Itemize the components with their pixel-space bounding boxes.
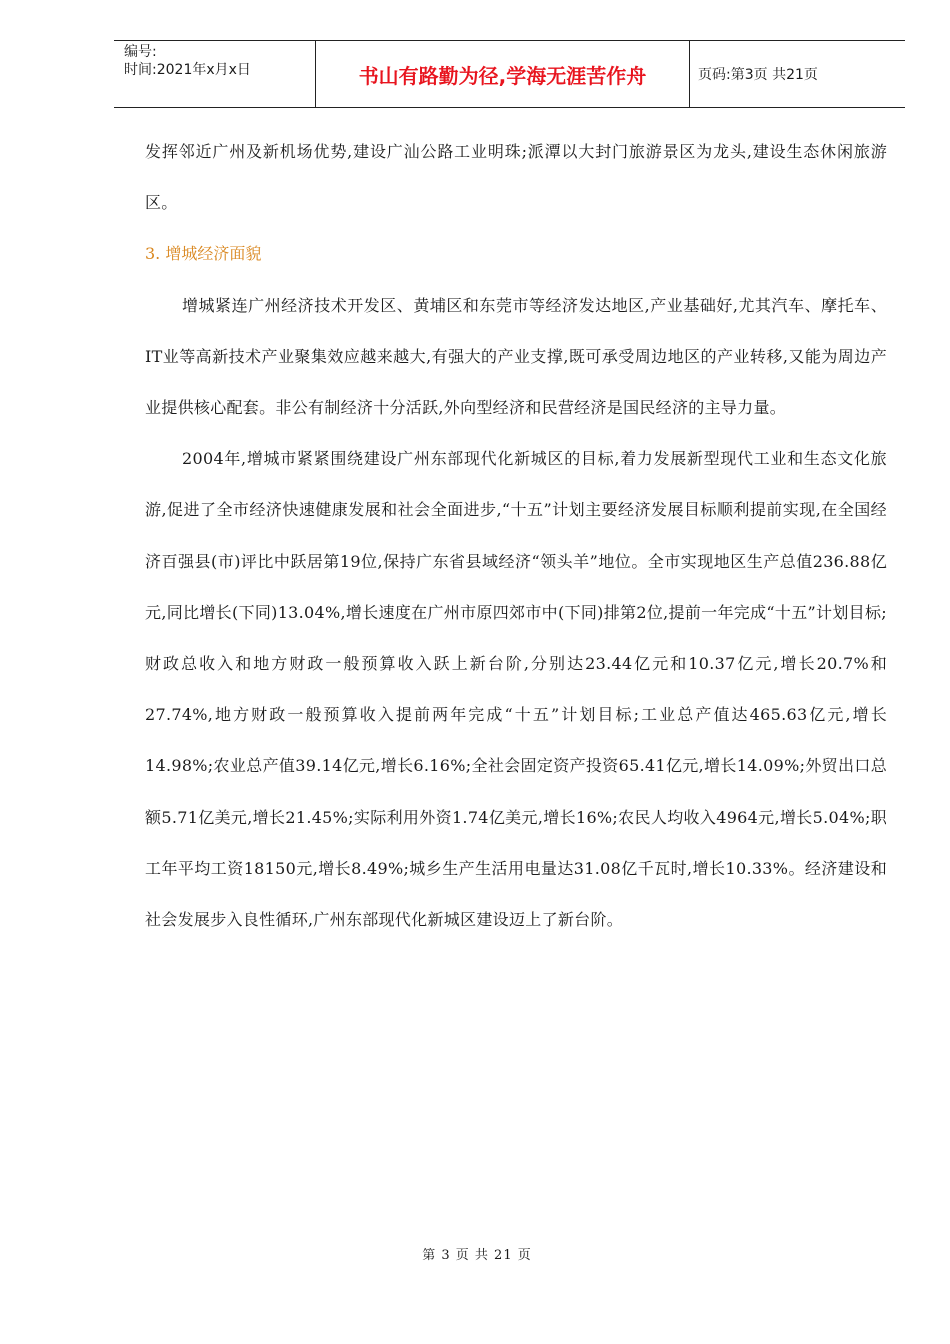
document-time-label: 时间:2021年x月x日 [124, 62, 251, 78]
body-paragraph: 发挥邻近广州及新机场优势,建设广汕公路工业明珠;派潭以大封门旅游景区为龙头,建设生态休闲旅游区。 [145, 142, 887, 213]
header-motto-cell [316, 41, 690, 107]
header-page-cell [690, 41, 905, 107]
header-page-code: 页码:第3页 共21页 [698, 67, 818, 83]
document-body [145, 126, 887, 945]
page-footer: 第 3 页 共 21 页 [422, 1248, 532, 1263]
document-number-label: 编号: [124, 44, 157, 60]
body-paragraph: 2004年,增城市紧紧围绕建设广州东部现代化新城区的目标,着力发展新型现代工业和生态文化旅游,促进了全市经济快速健康发展和社会全面进步,“十五”计划主要经济发展目标顺利提前实现,在全国经济百强县(市)评比中跃居第19位,保持广东省县域经济“领头羊”地位。全市实现地区生产总值236.88亿元,同比增长(下同)13.04%,增长速度在广州市原四郊市中(下同)排第2位,提前一年完成“十五”计划目标;财政总收入和地方财政一般预算收入跃上新台阶,分别达23.44亿元和10.37亿元,增长20.7%和27.74%,地方财政一般预算收入提前两年完成“十五”计划目标;工业总产值达465.63亿元,增长14.98%;农业总产值39.14亿元,增长6.16%;全社会固定资产投资65.41亿元,增长14.09%;外贸出口总额5.71亿美元,增长21.45%;实际利用外资1.74亿美元,增长16%;农民人均收入4964元,增长5.04%;职工年平均工资18150元,增长8.49%;城乡生产生活用电量达31.08亿千瓦时,增长10.33%。经济建设和社会发展步入良性循环,广州东部现代化新城区建设迈上了新台阶。 [145, 449, 887, 930]
section-heading: 3. 增城经济面貌 [145, 244, 262, 264]
header-motto: 书山有路勤为径,学海无涯苦作舟 [358, 64, 647, 88]
header-meta-cell [114, 41, 316, 107]
body-paragraph: 增城紧连广州经济技术开发区、黄埔区和东莞市等经济发达地区,产业基础好,尤其汽车、摩托车、IT业等高新技术产业聚集效应越来越大,有强大的产业支撑,既可承受周边地区的产业转移,又能为周边产业提供核心配套。非公有制经济十分活跃,外向型经济和民营经济是国民经济的主导力量。 [145, 295, 887, 418]
document-header [114, 40, 905, 108]
